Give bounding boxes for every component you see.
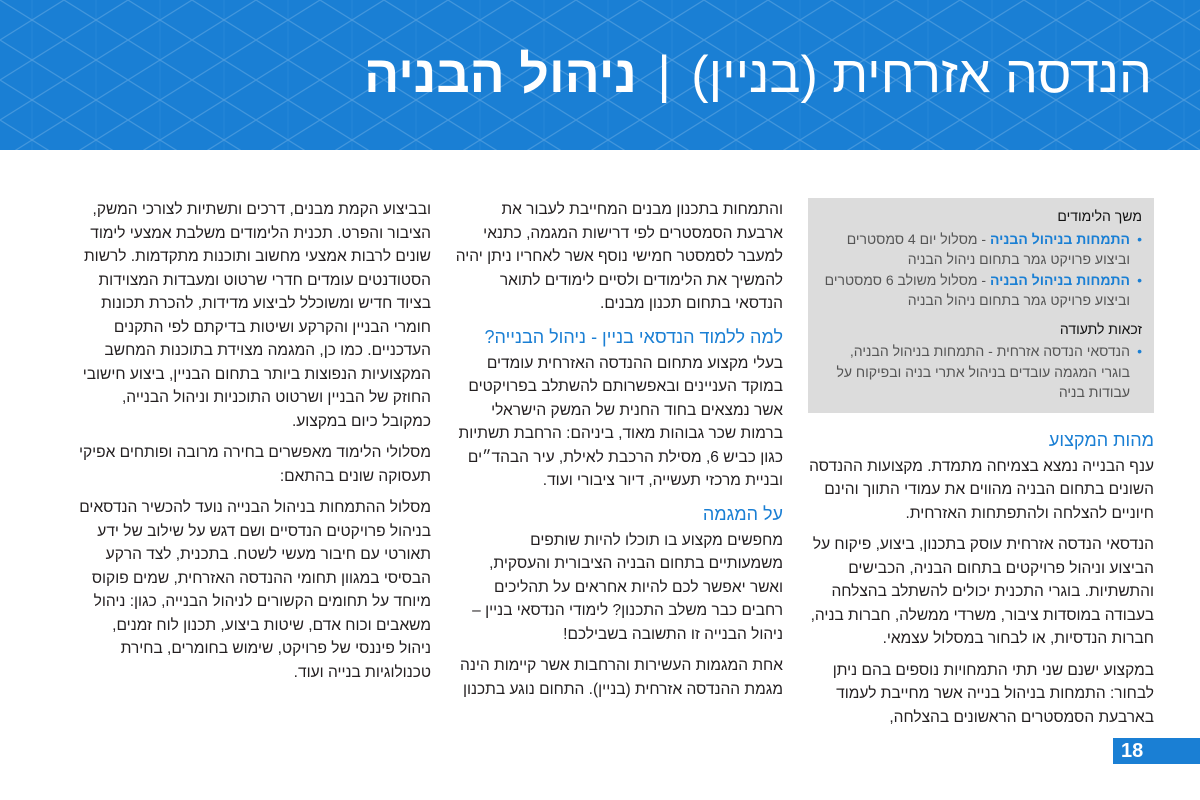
page-title: [364, 40, 1152, 110]
duration-item-highlight: התמחות בניהול הבניה: [989, 230, 1130, 247]
paragraph: אחת המגמות העשירות והרחבות אשר קיימות הינה מגמת ההנדסה אזרחית (בניין). התחום נוגע בתכנון: [460, 657, 783, 698]
paragraph: מסלול ההתמחות בניהול הבנייה נועד להכשיר הנדסאים בניהול פרויקטים הנדסיים ושם דגש על שילוב של ידע תאורטי עם חיבור מעשי לשטח. בתכנית, לצד הרקע הבסיסי במגוון תחומי ההנדסה האזרחית, שמים פוקוס מיוחד על תחומים הקשורים לניהול הבנייה, כגון: ניהול משאבים וכוח אדם, שיטות ביצוע, תכנון לוח זמנים, ניהול פיננסי של פרויקט, שימוש בחומרים, בחירת טכנולוגיות בנייה ועוד.: [79, 499, 431, 681]
certificate-list: [820, 341, 1142, 403]
paragraph: ובביצוע הקמת מבנים, דרכים ותשתיות לצורכי המשק, הציבור והפרט. תכנית הלימודים משלבת אמצעי לימוד שונים לרבות אמצעי מחשוב ותוכנות מתקדמות. לרשות הסטודנטים עומדים חדרי שרטוט ומעבדות המצוידות בציוד חדיש ומשוכלל לביצוע מדידות, להכרת תכונות חומרי הבניין והקרקע ושיטות בדיקתם לפי התקנים העדכניים. כמו כן, המגמה מצוידת בתוכנות המחשב המקצועיות הנפוצות ביותר בתחום הבניין, ביצוע חישובי החוזק של הבניין ושרטוט התוכניות וניהול הבנייה, כמקובל כיום במקצוע.: [82, 201, 431, 430]
study-info-box: [808, 198, 1154, 413]
duration-item-text: - מסלול משולב 6 סמסטרים וביצוע פרויקט גמר בתחום ניהול הבניה: [824, 271, 1130, 308]
column-right: [808, 198, 1154, 737]
column-middle: [455, 198, 783, 709]
page-number: 18: [1113, 738, 1200, 764]
header-banner: [0, 0, 1200, 150]
section-heading-why-study: למה ללמוד הנדסאי בניין - ניהול הבנייה?: [484, 326, 783, 347]
section-heading-about: על המגמה: [702, 503, 783, 524]
paragraph: ענף הבנייה נמצא בצמיחה מתמדת. מקצועות ההנדסה השונים בתחום הבניה מהווים את עמודי התווך והינם חיוניים להצלחה ולהתפתחות האזרחית.: [809, 457, 1154, 522]
column-left: [78, 198, 431, 692]
paragraph: בעלי מקצוע מתחום ההנדסה האזרחית עומדים במוקד העניינים ובאפשרותם להשתלב בפרויקטים אשר נמצאים בחוד החנית של המשק הישראלי ברמות שכר גבוהות מאוד, ביניהם: הרחבת תשתיות כגון כביש 6, מסילת הרכבת לאילת, עיר הבהד״ים ובניית מרכזי תעשייה, דיור ציבורי ועוד.: [458, 354, 783, 489]
duration-item-highlight: התמחות בניהול הבניה: [989, 271, 1130, 288]
duration-item: [820, 229, 1142, 270]
section-heading-profession: מהות המקצוע: [1048, 429, 1154, 450]
duration-item-text: - מסלול יום 4 סמסטרים וביצוע פרויקט גמר בתחום ניהול הבניה: [846, 230, 1130, 267]
paragraph: במקצוע ישנם שני תתי התמחויות נוספים בהם ניתן לבחור: התמחות בניהול בנייה אשר מחייבת לעמוד בארבעת הסמסטרים הראשונים בהצלחה,: [832, 661, 1154, 726]
title-part-light: הנדסה אזרחית (בניין): [691, 46, 1152, 104]
paragraph: מסלולי הלימוד מאפשרים בחירה מרובה ופותחים אפיקי תעסוקה שונים בהתאם:: [78, 444, 431, 485]
paragraph: מחפשים מקצוע בו תוכלו להיות שותפים משמעותיים בתחום הבניה הציבורית והעסקית, ואשר יאפשר לכם להיות אחראים על תהליכים רחבים כבר משלב התכנון? לימודי הנדסאי בניין – ניהול הבנייה זו התשובה בשבילכם!: [472, 531, 783, 643]
paragraph: הנדסאי הנדסה אזרחית עוסק בתכנון, ביצוע, פיקוח על הביצוע וניהול פרויקטים בתחום הבניה, הכבישים והתשתיות. בוגרי התכנית יכולים להשתלב בהצלחה בעבודה במוסדות ציבור, משרדי ממשלה, חברות בניה, חברות הנדסיות, או לבחור במסלול עצמאי.: [810, 536, 1154, 647]
duration-heading: משך הלימודים: [1057, 208, 1142, 224]
certificate-item: • הנדסאי הנדסה אזרחית - התמחות בניהול הבניה, בוגרי המגמה עובדים בניהול אתרי בניה ובפיקוח על עבודות בניה: [820, 341, 1142, 403]
duration-item: [820, 270, 1142, 311]
duration-list: [820, 229, 1142, 311]
title-part-bold: ניהול הבניה: [364, 46, 637, 104]
paragraph: והתמחות בתכנון מבנים המחייבת לעבור את ארבעת הסמסטרים לפי דרישות המגמה, כתנאי למעבר לסמסטר חמישי נוסף אשר לאחריו ניתן יהיה להמשיך את הלימודים ולסיים לימודים לתואר הנדסאי בתחום תכנון מבנים.: [455, 201, 783, 312]
title-separator: |: [657, 46, 671, 104]
certificate-heading: זכאות לתעודה: [1059, 320, 1142, 337]
